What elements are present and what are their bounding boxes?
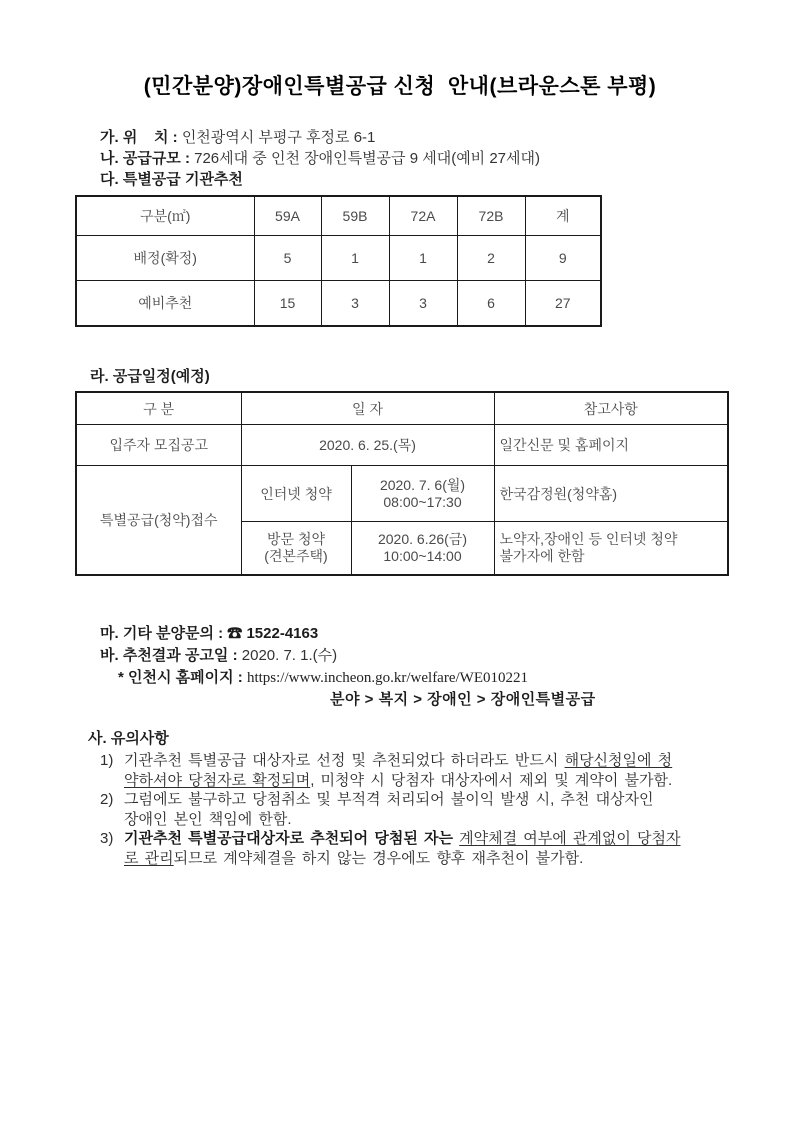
info-location-value: 인천광역시 부평구 후정로 6-1 <box>181 129 376 146</box>
note-cell: 일간신문 및 홈페이지 <box>494 425 728 466</box>
table-row <box>76 466 728 522</box>
result-line <box>100 645 800 667</box>
notice-number: 2) <box>100 791 114 808</box>
allocation-table <box>75 195 602 327</box>
table-row <box>76 281 601 327</box>
notice-item <box>100 790 800 829</box>
data-cell: 9 <box>525 236 601 281</box>
notice-line: 장애인 본인 책임에 한함. <box>124 810 292 828</box>
schedule-heading: 라. 공급일정(예정) <box>90 368 210 385</box>
inquiry-line <box>100 623 800 645</box>
notice-line: 로 관리되므로 계약체결을 하지 않는 경우에도 향후 재추천이 불가함. <box>124 849 584 867</box>
note-cell: 한국감정원(청약홈) <box>494 466 728 522</box>
inquiry-label: 마. 기타 분양문의 : <box>100 625 228 642</box>
data-cell: 15 <box>254 281 321 327</box>
data-cell: 3 <box>321 281 389 327</box>
info-scale <box>100 148 800 169</box>
table-row <box>76 425 728 466</box>
header-cell: 구 분 <box>76 392 241 425</box>
allocation-header-row <box>76 196 601 236</box>
header-cell: 구분(㎡) <box>76 196 254 236</box>
info-scale-label: 나. 공급규모 : <box>100 150 195 167</box>
notice-item <box>100 829 800 868</box>
row-label-cell: 특별공급(청약)접수 <box>76 466 241 576</box>
notice-number: 1) <box>100 752 114 769</box>
method-cell: 방문 청약 (견본주택) <box>241 522 351 576</box>
row-label-cell: 배정(확정) <box>76 236 254 281</box>
date-cell: 2020. 7. 6(월) 08:00~17:30 <box>351 466 494 522</box>
phone-icon: ☎ <box>227 625 243 642</box>
notice-line: 기관추천 특별공급 대상자로 선정 및 추천되었다 하더라도 반드시 해당신청일에 청 <box>124 752 673 769</box>
data-cell: 3 <box>389 281 457 327</box>
data-cell: 6 <box>457 281 525 327</box>
result-label: 바. 추천결과 공고일 : <box>100 647 242 664</box>
schedule-header-row <box>76 392 728 425</box>
notice-line: 그럼에도 불구하고 당첨취소 및 부적격 처리되어 불이익 발생 시, 추천 대상자인 <box>124 791 654 808</box>
page-title: (민간분양)장애인특별공급 신청 안내(브라운스톤 부평) <box>143 75 657 98</box>
table-row <box>76 236 601 281</box>
row-label-cell: 입주자 모집공고 <box>76 425 241 466</box>
info-scale-value: 726세대 중 인천 장애인특별공급 9 세대(예비 27세대) <box>194 150 540 167</box>
header-cell: 72A <box>389 196 457 236</box>
date-cell: 2020. 6. 25.(목) <box>241 425 494 466</box>
notice-number: 3) <box>100 830 114 847</box>
notices-section <box>88 727 800 868</box>
data-cell: 2 <box>457 236 525 281</box>
phone-number: 1522-4163 <box>242 625 319 642</box>
homepage-line <box>118 667 800 689</box>
breadcrumb: 분야 > 복지 > 장애인 > 장애인특별공급 <box>330 691 596 708</box>
homepage-url: https://www.incheon.go.kr/welfare/WE010221 <box>246 670 528 686</box>
notices-heading: 사. 유의사항 <box>88 730 169 747</box>
info-location-label: 가. 위 치 : <box>100 129 182 146</box>
data-cell: 1 <box>321 236 389 281</box>
data-cell: 27 <box>525 281 601 327</box>
note-cell: 노약자,장애인 등 인터넷 청약 불가자에 한함 <box>494 522 728 576</box>
notice-line: 약하셔야 당첨자로 확정되며, 미청약 시 당첨자 대상자에서 제외 및 계약이 불가함. <box>124 771 673 789</box>
notice-item <box>100 751 800 790</box>
info-recommend-heading: 다. 특별공급 기관추천 <box>100 171 243 188</box>
header-cell: 참고사항 <box>494 392 728 425</box>
header-cell: 일 자 <box>241 392 494 425</box>
result-date: 2020. 7. 1.(수) <box>241 647 338 664</box>
schedule-table <box>75 391 729 576</box>
data-cell: 1 <box>389 236 457 281</box>
notice-line: 기관추천 특별공급대상자로 추천되어 당첨된 자는 계약체결 여부에 관계없이 당첨자 <box>124 830 681 847</box>
row-label-cell: 예비추천 <box>76 281 254 327</box>
header-cell: 59B <box>321 196 389 236</box>
contact-block <box>100 623 800 711</box>
info-list <box>100 127 800 190</box>
header-cell: 계 <box>525 196 601 236</box>
date-cell: 2020. 6.26(금) 10:00~14:00 <box>351 522 494 576</box>
data-cell: 5 <box>254 236 321 281</box>
header-cell: 72B <box>457 196 525 236</box>
homepage-label: * 인천시 홈페이지 : <box>118 669 247 686</box>
method-cell: 인터넷 청약 <box>241 466 351 522</box>
header-cell: 59A <box>254 196 321 236</box>
info-location <box>100 127 800 148</box>
